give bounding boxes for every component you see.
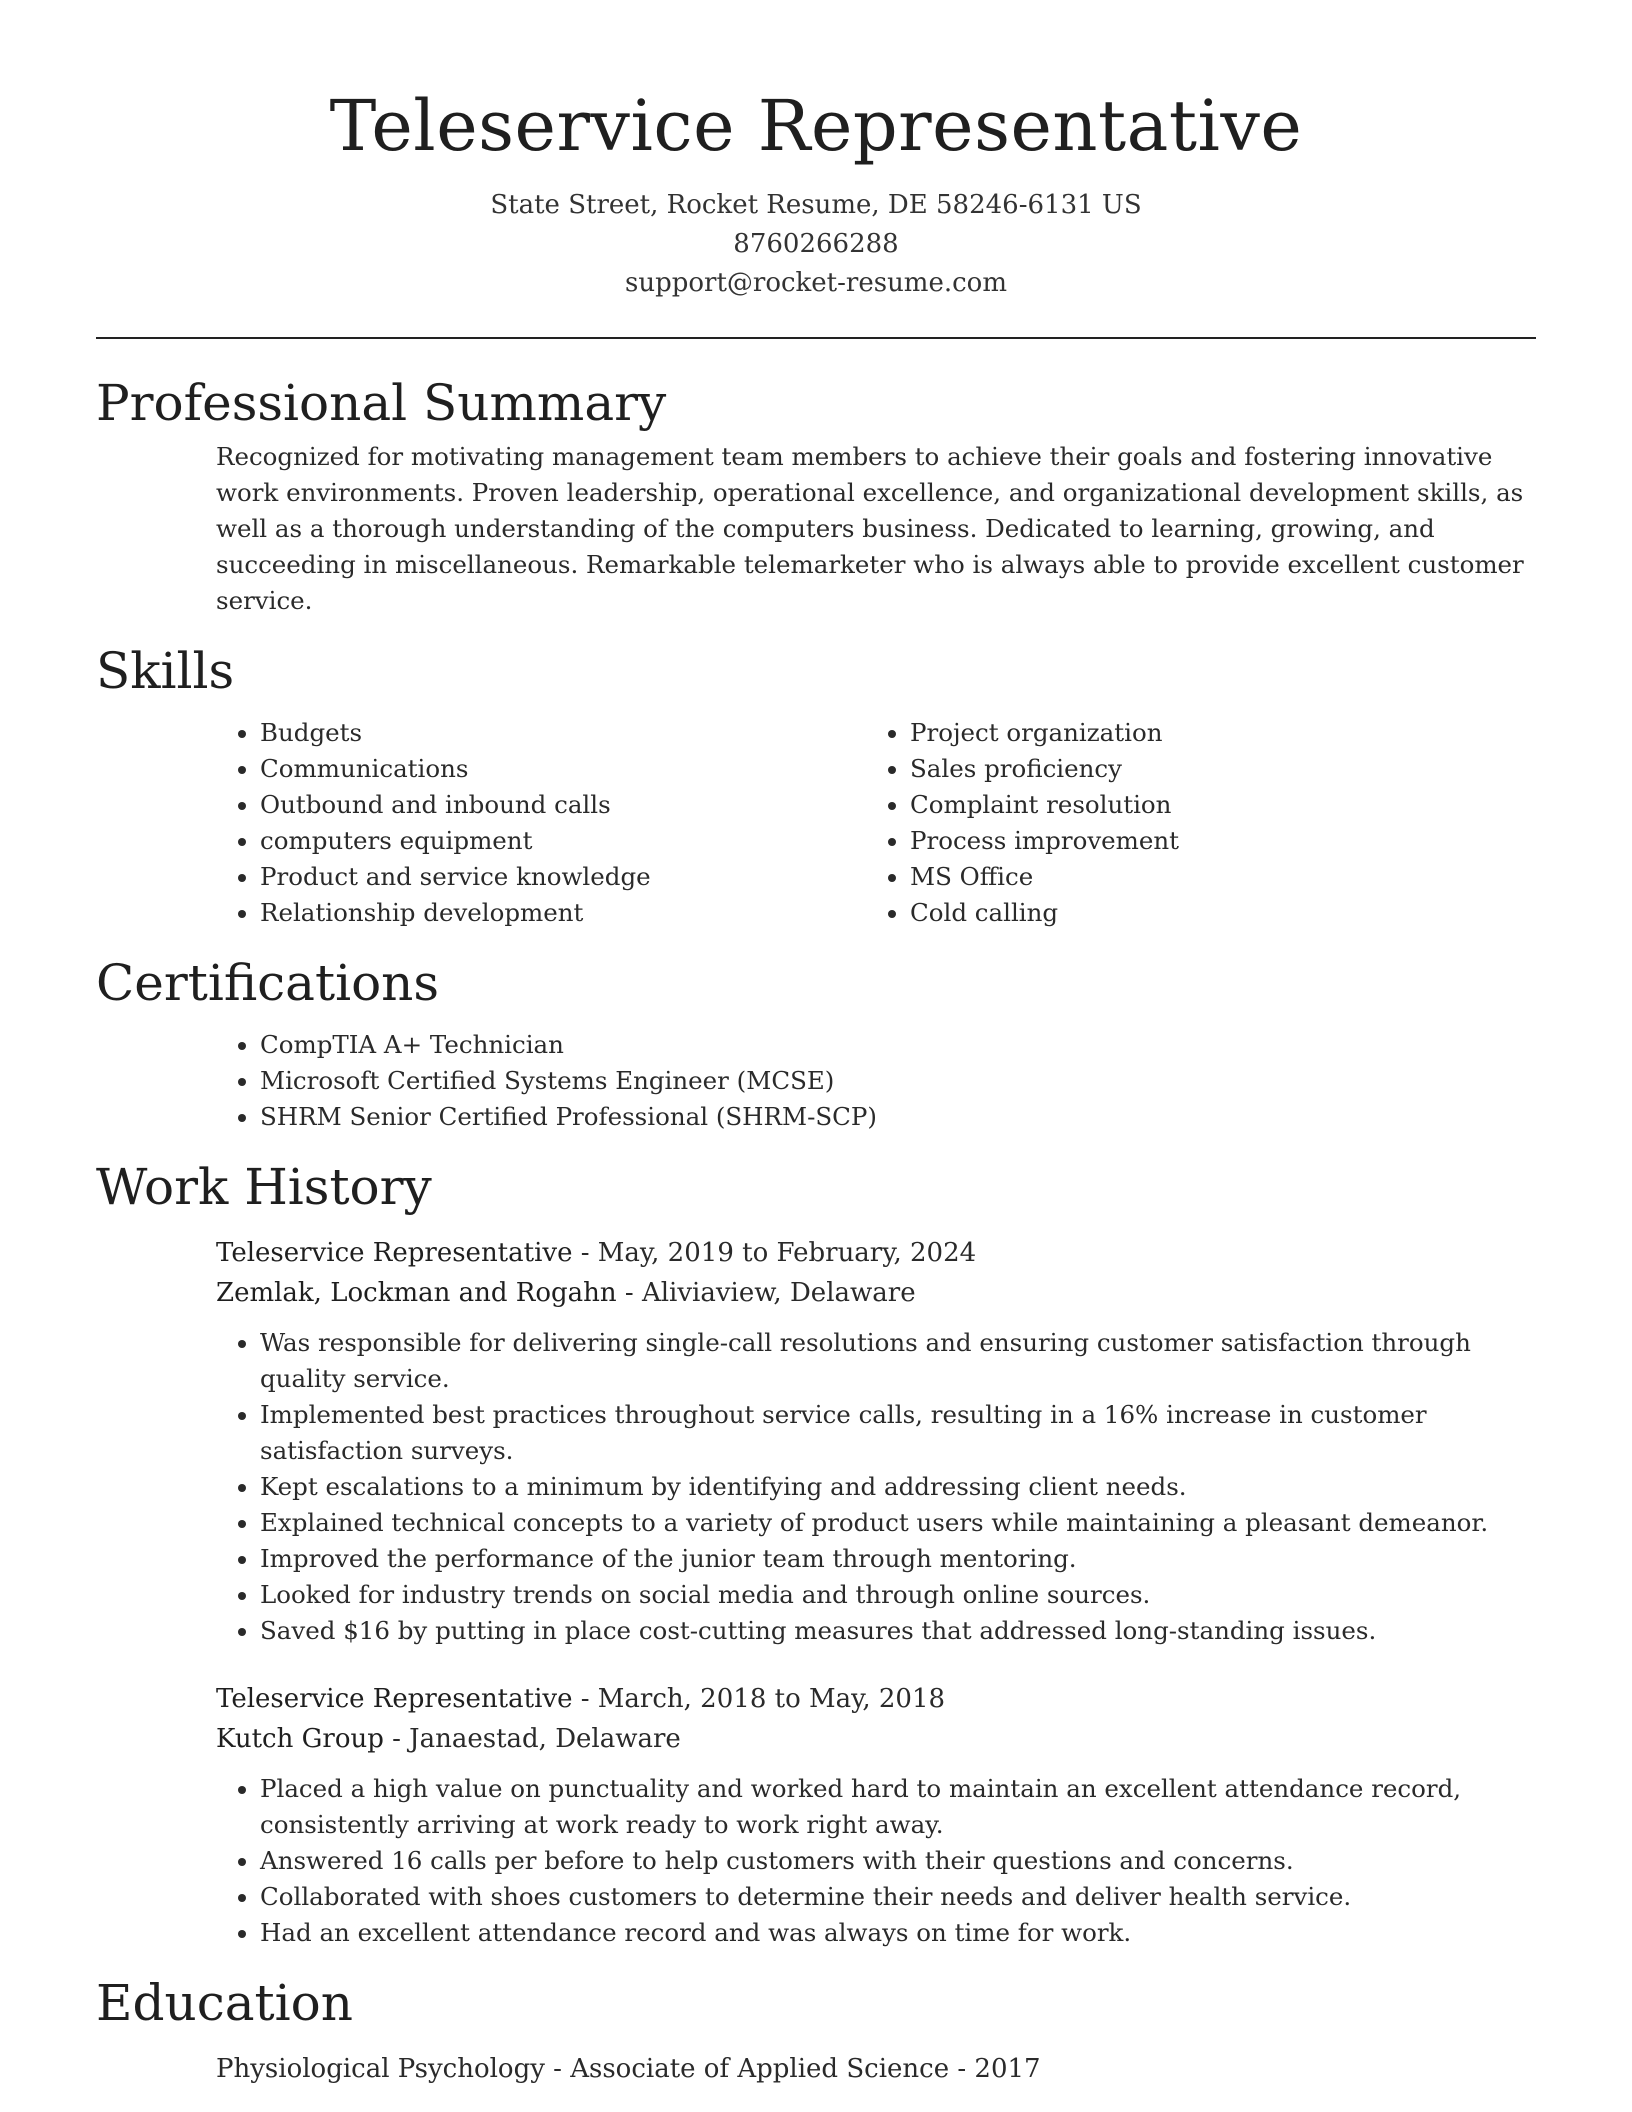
job-duties	[216, 1771, 1536, 1951]
job-entry	[216, 1233, 1536, 1649]
job-duty-item: • Was responsible for delivering single-call resolutions and ensuring customer satisfaction through quality service.	[260, 1325, 1536, 1397]
certification-item: • Microsoft Certified Systems Engineer (MCSE)	[260, 1063, 1536, 1099]
certification-item: • SHRM Senior Certified Professional (SHRM-SCP)	[260, 1099, 1536, 1135]
skill-item: • Sales proficiency	[910, 751, 1516, 787]
contact-block	[0, 186, 1632, 303]
job-duty-item: • Answered 16 calls per before to help customers with their questions and concerns.	[260, 1843, 1536, 1879]
education-line: Physiological Psychology - Associate of Applied Science - 2017	[216, 2054, 1041, 2084]
job-duty-item: • Explained technical concepts to a variety of product users while maintaining a pleasant demeanor.	[260, 1505, 1536, 1541]
job-company: Zemlak, Lockman and Rogahn	[216, 1278, 617, 1308]
contact-email: support@rocket-resume.com	[624, 268, 1007, 298]
job-location: - Janaestad, Delaware	[383, 1724, 681, 1754]
job-title-line	[216, 1233, 1536, 1273]
education-title: Education	[96, 1974, 353, 2032]
job-location: - Aliviaview, Delaware	[616, 1278, 916, 1308]
skill-item: • Communications	[260, 751, 866, 787]
skill-item: • Outbound and inbound calls	[260, 787, 866, 823]
job-duty-item: • Looked for industry trends on social media and through online sources.	[260, 1577, 1536, 1613]
summary-title: Professional Summary	[96, 374, 667, 432]
skill-item: • Cold calling	[910, 895, 1516, 931]
header-divider	[96, 337, 1536, 339]
skill-item: • Process improvement	[910, 823, 1516, 859]
job-company-line	[216, 1719, 1536, 1759]
job-duty-item: • Implemented best practices throughout service calls, resulting in a 16% increase in customer satisfaction surveys.	[260, 1397, 1536, 1469]
certifications-title: Certifications	[96, 954, 440, 1012]
job-duties	[216, 1325, 1536, 1649]
skill-item: • Project organization	[910, 715, 1516, 751]
job-title-line	[216, 1679, 1536, 1719]
skills-list	[216, 715, 1536, 931]
skill-item: • Product and service knowledge	[260, 859, 866, 895]
certification-item: • CompTIA A+ Technician	[260, 1027, 1536, 1063]
skill-item: • Complaint resolution	[910, 787, 1516, 823]
job-role: Teleservice Representative	[216, 1684, 573, 1714]
certifications-list	[216, 1027, 1536, 1135]
skills-title: Skills	[96, 642, 235, 700]
job-dates: - March, 2018 to May, 2018	[572, 1684, 946, 1714]
work-history-title: Work History	[96, 1158, 432, 1216]
skill-item: • Relationship development	[260, 895, 866, 931]
contact-phone: 8760266288	[733, 229, 899, 259]
skills-column-right	[866, 715, 1516, 931]
job-duty-item: • Improved the performance of the junior team through mentoring.	[260, 1541, 1536, 1577]
job-duty-item: • Placed a high value on punctuality and worked hard to maintain an excellent attendance record, consistently arriving at work ready to work right away.	[260, 1771, 1536, 1843]
job-duty-item: • Had an excellent attendance record and was always on time for work.	[260, 1915, 1536, 1951]
skill-item: • computers equipment	[260, 823, 866, 859]
job-duty-item: • Kept escalations to a minimum by identifying and addressing client needs.	[260, 1469, 1536, 1505]
job-company: Kutch Group	[216, 1724, 384, 1754]
skill-item: • Budgets	[260, 715, 866, 751]
job-company-line	[216, 1273, 1536, 1313]
contact-address: State Street, Rocket Resume, DE 58246-6131 US	[490, 190, 1142, 220]
skill-item: • MS Office	[910, 859, 1516, 895]
job-entry	[216, 1679, 1536, 1951]
skills-column-left	[216, 715, 866, 931]
summary-text: Recognized for motivating management team members to achieve their goals and fostering innovative work environments. Proven leadership, operational excellence, and organizational development skills, as well as a thorough understanding of the computers business. Dedicated to learning, growing, and succeeding in miscellaneous. Remarkable telemarketer who is always able to provide excellent customer service.	[216, 442, 1524, 615]
job-dates: - May, 2019 to February, 2024	[572, 1238, 977, 1268]
job-duty-item: • Saved $16 by putting in place cost-cutting measures that addressed long-standing issues.	[260, 1613, 1536, 1649]
candidate-name: Teleservice Representative	[329, 85, 1303, 167]
job-role: Teleservice Representative	[216, 1238, 573, 1268]
job-duty-item: • Collaborated with shoes customers to determine their needs and deliver health service.	[260, 1879, 1536, 1915]
resume-header	[0, 0, 1632, 303]
